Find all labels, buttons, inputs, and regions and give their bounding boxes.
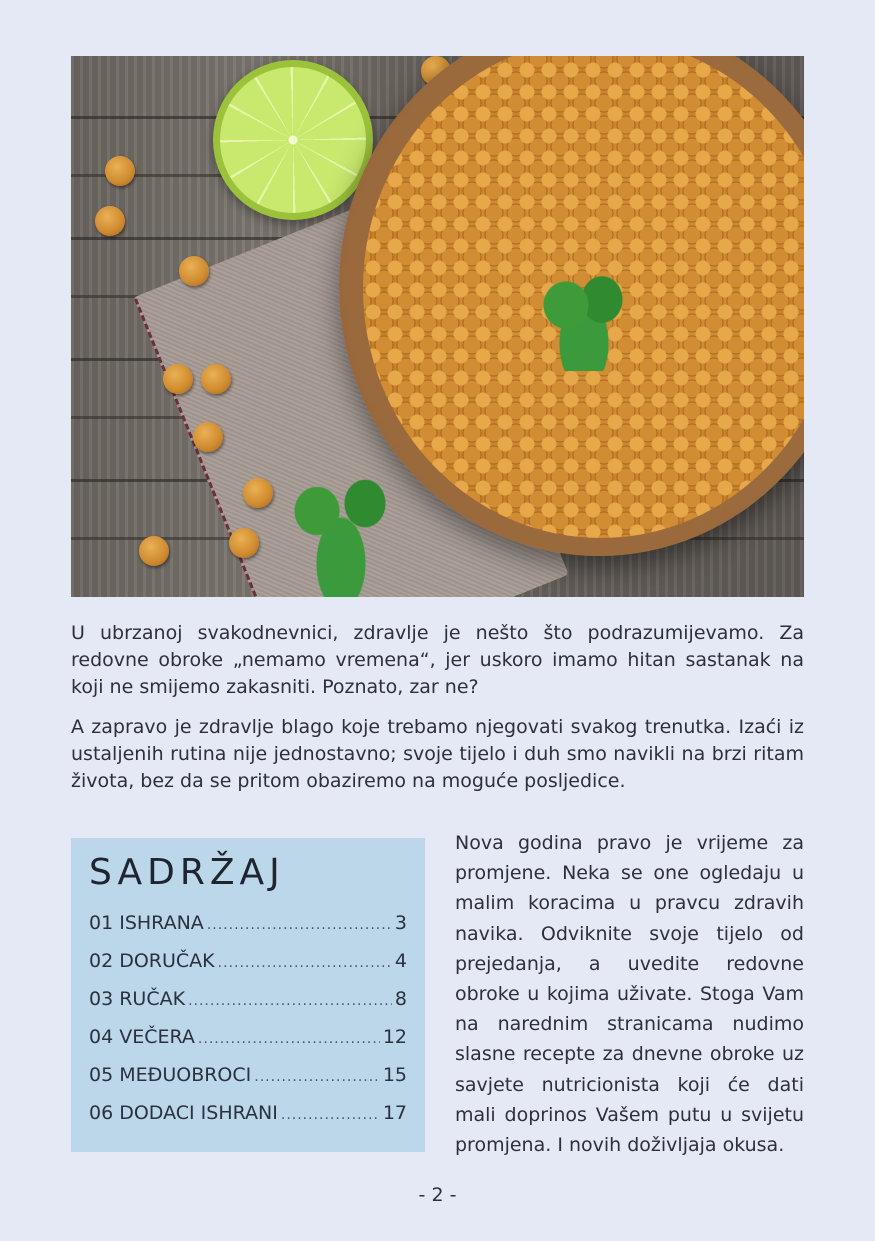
chickpea [95,206,125,236]
chickpea [105,156,135,186]
chickpea [139,536,169,566]
toc-item-page: 17 [382,1102,407,1124]
toc-item-label: 06 DODACI ISHRANI [89,1102,278,1124]
dot-leader [188,993,392,1009]
chickpea [179,256,209,286]
chickpea [243,478,273,508]
toc-item-label: 04 VEČERA [89,1026,195,1048]
toc-item-page: 15 [382,1064,407,1086]
toc-item-page: 3 [394,912,407,934]
toc-item-label: 01 ISHRANA [89,912,204,934]
chickpea [201,364,231,394]
hero-photo-chickpeas [71,56,804,597]
intro-text [71,620,804,808]
dot-leader [198,1031,380,1047]
chickpea [163,364,193,394]
lime-half [213,60,373,220]
toc-item-page: 12 [382,1026,407,1048]
dot-leader [218,955,392,971]
toc-item-label: 05 MEĐUOBROCI [89,1064,252,1086]
toc-item-ishrana[interactable] [89,912,407,950]
intro-paragraph-2: A zapravo je zdravlje blago koje trebamo njegovati svakog trenutka. Izaći iz ustaljenih rutina nije jednostavno; svoje tijelo i duh smo navikli na brzi ritam života, bez da se pritom obaziremo na moguće posljedice. [71,716,804,792]
toc-item-page: 8 [394,988,407,1010]
parsley-garnish [539,261,629,371]
dot-leader [281,1107,380,1123]
parsley-sprig [281,451,401,597]
toc-item-label: 02 DORUČAK [89,950,215,972]
toc-item-dodaci-ishrani[interactable] [89,1102,407,1140]
toc-title: SADRŽAJ [89,852,285,893]
intro-paragraph-1: U ubrzanoj svakodnevnici, zdravlje je nešto što podrazumijevamo. Za redovne obroke „nemamo vremena“, jer uskoro imamo hitan sastanak na koji ne smijemo zakasniti. Poznato, zar ne? [71,622,804,698]
page-number: - 2 - [418,1184,457,1206]
dot-leader [254,1069,380,1085]
table-of-contents [71,838,425,1152]
chickpea [193,422,223,452]
chickpea [229,528,259,558]
toc-item-meduobroci[interactable] [89,1064,407,1102]
side-column-text: Nova godina pravo je vrijeme za promjene. Neka se one ogledaju u malim koracima u pravcu zdravih navika. Odviknite svoje tijelo od prejedanja, a uvedite redovne obroke u kojima uživate. Stoga Vam na narednim stranicama nudimo slasne recepte za dnevne obroke uz savjete nutricionista koji će dati mali doprinos Vašem putu u svijetu promjena. I novih doživljaja okusa. [455,832,804,1157]
toc-item-label: 03 RUČAK [89,988,186,1010]
toc-item-dorucak[interactable] [89,950,407,988]
toc-item-rucak[interactable] [89,988,407,1026]
toc-item-vecera[interactable] [89,1026,407,1064]
dot-leader [207,917,392,933]
toc-item-page: 4 [394,950,407,972]
